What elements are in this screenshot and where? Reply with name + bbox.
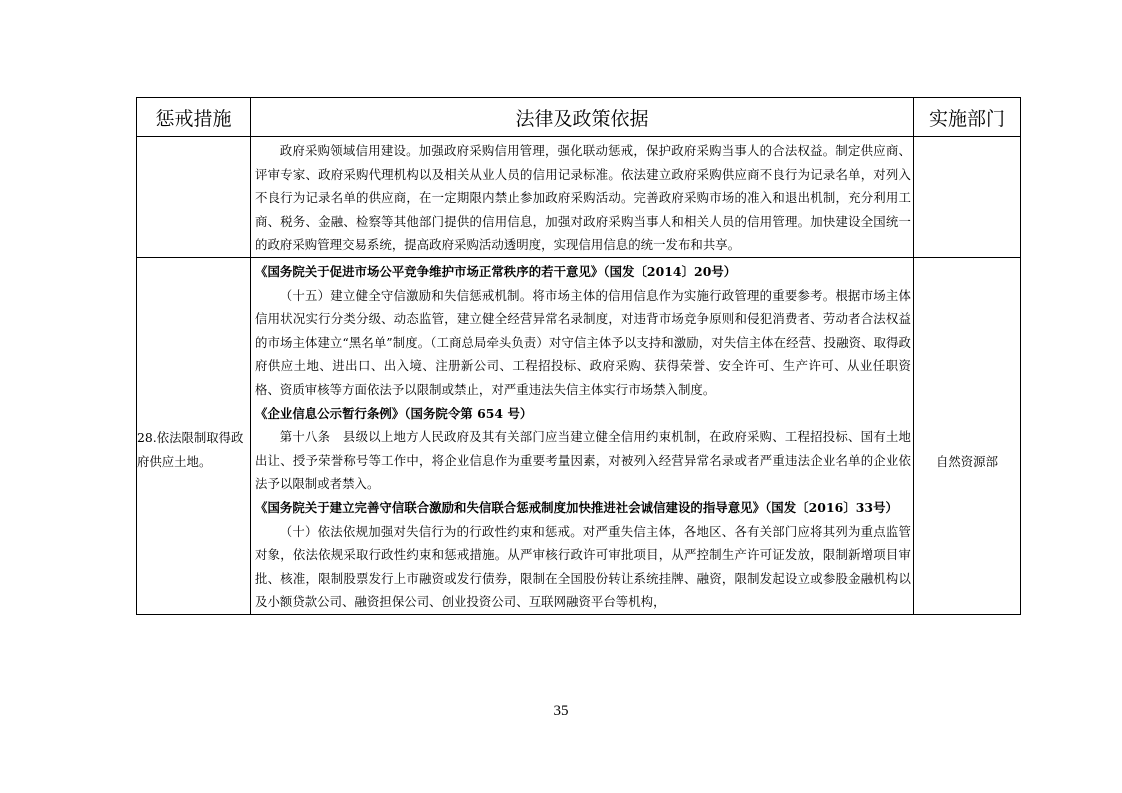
policy-table: [136, 97, 1021, 615]
header-basis: 法律及政策依据: [251, 98, 914, 137]
basis-cell-28: [251, 257, 914, 614]
law-text-joint-discipline: （十）依法依规加强对失信行为的行政性约束和惩戒。对严重失信主体，各地区、各有关部门应将其列为重点监管对象，依法依规采取行政性约束和惩戒措施。从严审核行政许可审批项目，从严控制生产许可证发放，限制新增项目审批、核准，限制股票发行上市融资或发行债券，限制在全国股份转让系统挂牌、融资，限制发起设立或参股金融机构以及小额贷款公司、融资担保公司、创业投资公司、互联网融资平台等机构，: [255, 523, 911, 610]
page-number: 35: [553, 703, 569, 719]
measure-cell-28: 28.依法限制取得政府供应土地。: [137, 257, 251, 614]
department-cell-continuation: [914, 137, 1021, 258]
law-text-enterprise-info: 第十八条 县级以上地方人民政府及其有关部门应当建立健全信用约束机制，在政府采购、工程招投标、国有土地出让、授予荣誉称号等工作中，将企业信息作为重要考量因素，对被列入经营异常名录或者严重违法企业名单的企业依法予以限制或者禁入。: [255, 429, 911, 492]
header-department: 实施部门: [914, 98, 1021, 137]
department-cell-28: 自然资源部: [914, 257, 1021, 614]
measure-cell-continuation: [137, 137, 251, 258]
table-row-28: [137, 257, 1021, 614]
basis-cell-continuation: [251, 137, 914, 258]
table-row-continuation: [137, 137, 1021, 258]
law-title-joint-discipline: 《国务院关于建立完善守信联合激励和失信联合惩戒制度加快推进社会诚信建设的指导意见》（国发〔2016〕33号）: [255, 499, 898, 515]
table-header-row: [137, 98, 1021, 137]
law-text-fair-competition: （十五）建立健全守信激励和失信惩戒机制。将市场主体的信用信息作为实施行政管理的重要参考。根据市场主体信用状况实行分类分级、动态监管，建立健全经营异常名录制度，对违背市场竞争原则和侵犯消费者、劳动者合法权益的市场主体建立“黑名单”制度。（工商总局牵头负责）对守信主体予以支持和激励，对失信主体在经营、投融资、取得政府供应土地、进出口、出入境、注册新公司、工程招投标、政府采购、获得荣誉、安全许可、生产许可、从业任职资格、资质审核等方面依法予以限制或禁止，对严重违法失信主体实行市场禁入制度。: [255, 287, 911, 397]
law-title-fair-competition: 《国务院关于促进市场公平竞争维护市场正常秩序的若干意见》（国发〔2014〕20号）: [255, 263, 737, 279]
procurement-credit-paragraph: 政府采购领域信用建设。加强政府采购信用管理，强化联动惩戒，保护政府采购当事人的合法权益。制定供应商、评审专家、政府采购代理机构以及相关从业人员的信用记录标准。依法建立政府采购供应商不良行为记录名单，对列入不良行为记录名单的供应商，在一定期限内禁止参加政府采购活动。完善政府采购市场的准入和退出机制，充分利用工商、税务、金融、检察等其他部门提供的信用信息，加强对政府采购当事人和相关人员的信用管理。加快建设全国统一的政府采购管理交易系统，提高政府采购活动透明度，实现信用信息的统一发布和共享。: [255, 143, 911, 253]
header-measure: 惩戒措施: [137, 98, 251, 137]
law-title-enterprise-info: 《企业信息公示暂行条例》（国务院令第 654 号）: [255, 405, 533, 421]
